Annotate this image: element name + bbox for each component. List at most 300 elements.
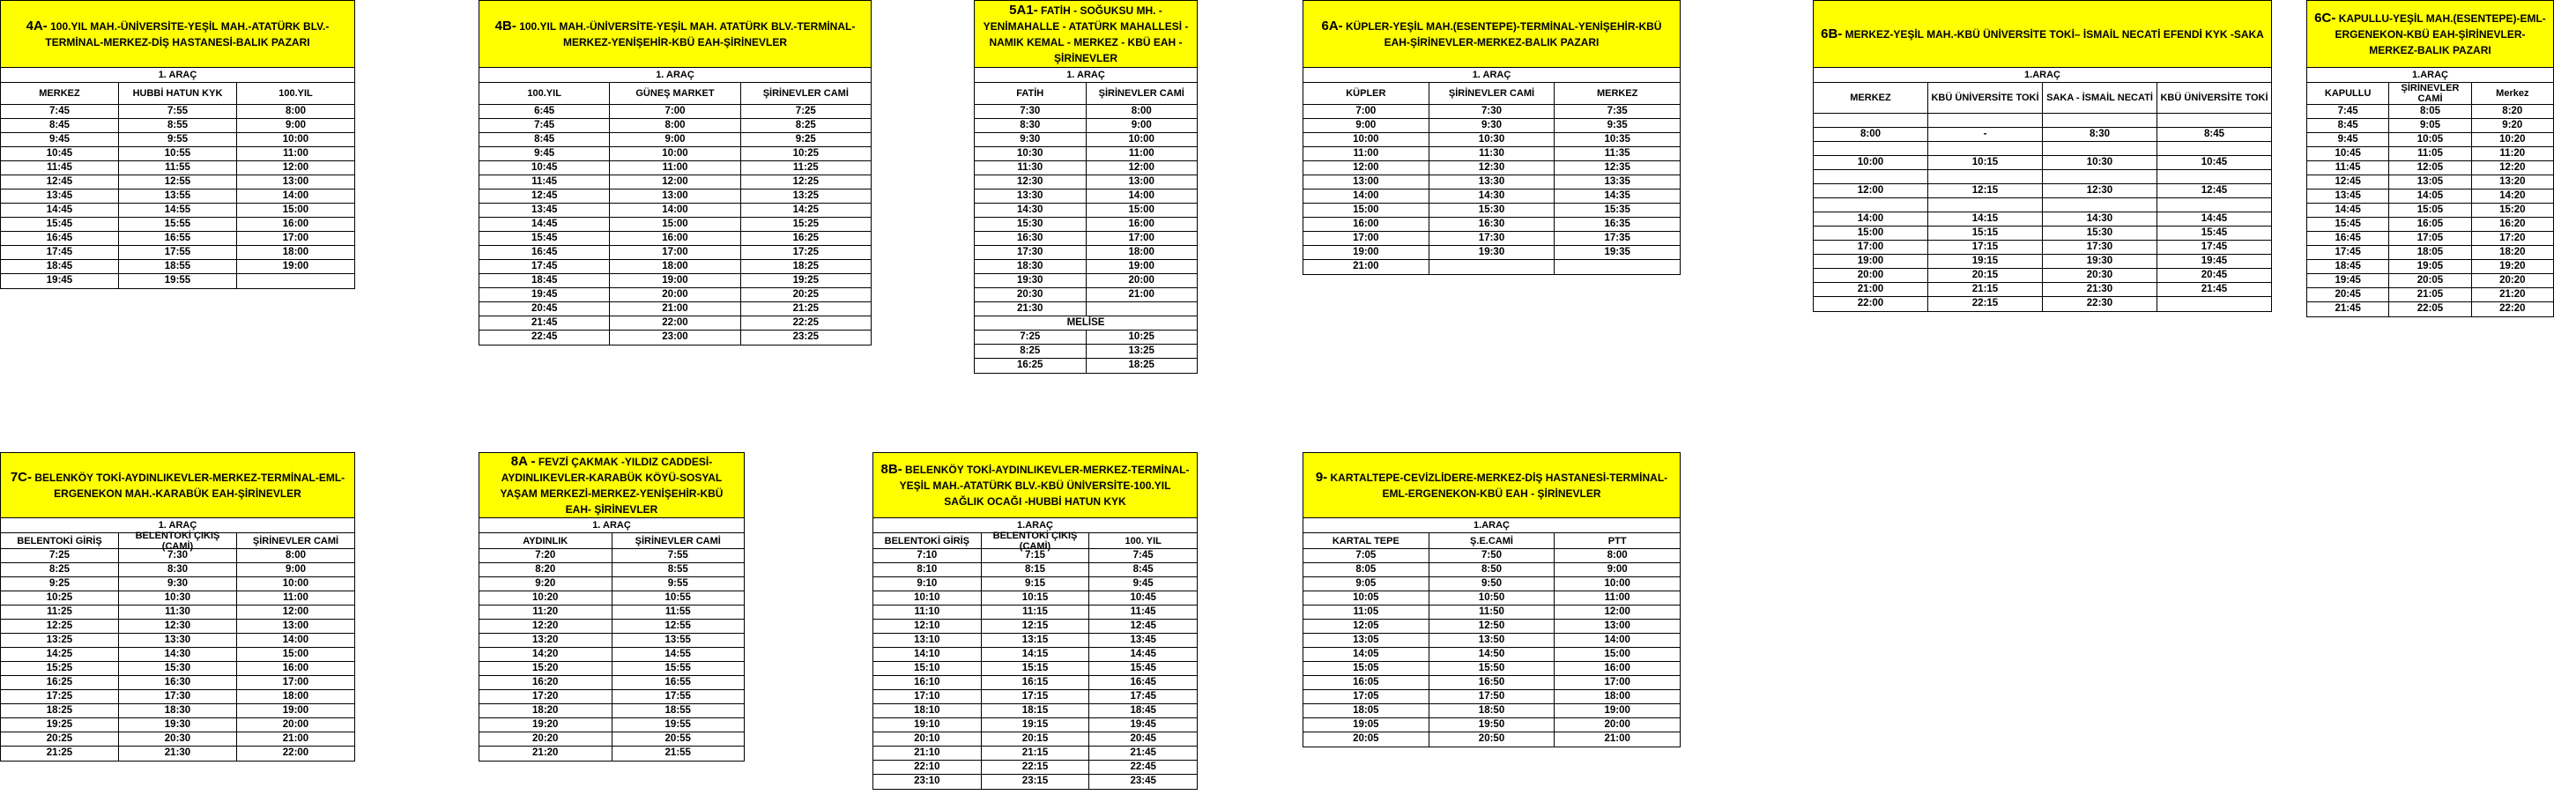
route-stops: FEVZİ ÇAKMAK -YILDIZ CADDESİ-AYDINLIKEVLER-KARABÜK KÖYÜ-SOSYAL YAŞAM MERKEZİ-MERKEZ-YENİŞEHİR-KBÜ EAH- ŞİRİNEVLER — [500, 455, 724, 516]
time-cell: 15:55 — [612, 662, 745, 675]
time-cell: 21:10 — [914, 747, 940, 758]
time-cell: 16:30 — [1429, 218, 1555, 231]
time-cell: 21:45 — [1088, 747, 1197, 760]
time-cell: 15:45 — [46, 219, 73, 229]
schedule-body — [873, 549, 1197, 789]
time-cell: 13:00 — [236, 175, 354, 189]
time-cell — [1086, 302, 1198, 316]
route-stops: BELENKÖY TOKİ-AYDINLIKEVLER-MERKEZ-TERMİNAL-EML-ERGENEKON MAH.-KARABÜK EAH-ŞİRİNEVLER — [34, 471, 345, 500]
schedule-row — [1, 747, 354, 761]
time-cell: 12:10 — [914, 620, 940, 631]
time-cell: 12:45 — [1088, 620, 1197, 633]
schedule-row — [1, 704, 354, 718]
time-cell: 19:00 — [236, 260, 354, 273]
time-cell: 19:45 — [531, 289, 558, 300]
time-cell: 19:00 — [1353, 247, 1379, 257]
schedule-row — [975, 345, 1197, 359]
route-stops: 100.YIL MAH.-ÜNİVERSİTE-YEŞİL MAH. ATATÜRK BLV.-TERMİNAL-MERKEZ-YENİŞEHİR-KBÜ EAH-ŞİRİNEVLER — [519, 19, 856, 48]
time-cell: 19:00 — [609, 274, 739, 287]
schedule-row — [975, 133, 1197, 147]
time-cell: 9:15 — [981, 577, 1089, 591]
schedule-row — [1303, 549, 1680, 563]
schedule-body — [479, 549, 744, 761]
time-cell: 16:30 — [1017, 233, 1043, 243]
time-cell: 9:00 — [1355, 120, 1377, 130]
vehicle-label: 1. ARAÇ — [479, 68, 871, 83]
vehicle-label: 1. ARAÇ — [479, 518, 744, 533]
time-cell: 20:10 — [914, 733, 940, 744]
time-cell: 11:30 — [118, 606, 236, 619]
route-header — [1814, 1, 2271, 68]
time-cell — [236, 274, 354, 288]
column-header: ŞİRİNEVLER CAMİ — [612, 533, 745, 548]
schedule-row — [479, 147, 871, 161]
time-cell: 16:45 — [531, 247, 558, 257]
schedule-row — [1814, 297, 2271, 311]
time-cell — [2157, 297, 2271, 311]
time-cell: 21:45 — [2157, 283, 2271, 296]
time-cell: 7:45 — [534, 120, 555, 130]
route-code: 5A1- — [1009, 2, 1038, 18]
time-cell: 13:30 — [1429, 175, 1555, 189]
time-cell: 13:00 — [1554, 620, 1680, 633]
schedule-row — [1, 606, 354, 620]
time-cell: 15:50 — [1429, 662, 1555, 675]
column-headers — [1, 83, 354, 105]
time-cell: 14:15 — [981, 648, 1089, 661]
time-cell: 13:15 — [981, 634, 1089, 647]
column-headers — [975, 83, 1197, 105]
time-cell: 19:15 — [981, 718, 1089, 732]
time-cell: 8:55 — [118, 119, 236, 132]
schedule-row — [1, 133, 354, 147]
time-cell: 9:20 — [535, 578, 556, 589]
time-cell: 18:45 — [531, 275, 558, 286]
time-cell: 23:10 — [914, 776, 940, 786]
time-cell: 20:20 — [532, 733, 559, 744]
time-cell — [1927, 170, 2042, 183]
time-cell: 12:35 — [1554, 161, 1680, 175]
schedule-row — [479, 218, 871, 232]
time-cell: 10:30 — [118, 591, 236, 605]
schedule-row — [873, 634, 1197, 648]
time-cell: 14:45 — [2335, 204, 2361, 215]
time-cell: 14:30 — [2042, 212, 2157, 226]
time-cell: 12:05 — [1353, 620, 1379, 631]
column-header: PTT — [1554, 533, 1680, 548]
time-cell: 11:00 — [236, 591, 354, 605]
time-cell: 14:55 — [612, 648, 745, 661]
time-cell: 21:30 — [2042, 283, 2157, 296]
schedule-row — [1303, 204, 1680, 218]
time-cell: 13:05 — [2388, 175, 2470, 189]
schedule-row — [1, 732, 354, 747]
time-cell: 12:50 — [1429, 620, 1555, 633]
route-stops: KÜPLER-YEŞİL MAH.(ESENTEPE)-TERMİNAL-YENİŞEHİR-KBÜ EAH-ŞİRİNEVLER-MERKEZ-BALIK PAZARI — [1346, 19, 1662, 48]
schedule-row — [975, 189, 1197, 204]
schedule-row — [975, 218, 1197, 232]
time-cell: 17:25 — [46, 691, 73, 702]
time-cell: 13:55 — [118, 189, 236, 203]
schedule-row — [1814, 212, 2271, 227]
schedule-body — [1, 105, 354, 288]
time-cell: 14:00 — [236, 634, 354, 647]
time-cell: 16:00 — [1086, 218, 1198, 231]
time-cell: 15:00 — [1353, 204, 1379, 215]
schedule-row — [479, 747, 744, 761]
column-header: MERKEZ — [1554, 83, 1680, 104]
time-cell: 13:20 — [532, 635, 559, 645]
time-cell: 10:25 — [46, 592, 73, 603]
time-cell: 19:30 — [1017, 275, 1043, 286]
time-cell — [2042, 170, 2157, 183]
column-header: SAKA - İSMAİL NECATİ — [2042, 83, 2157, 113]
time-cell: 11:45 — [531, 176, 558, 187]
time-cell: 9:50 — [1429, 577, 1555, 591]
schedule-row — [1303, 260, 1680, 274]
time-cell — [2042, 198, 2157, 212]
time-cell: 15:30 — [1429, 204, 1555, 217]
time-cell: 18:45 — [46, 261, 73, 271]
time-cell: 11:20 — [532, 606, 559, 617]
time-cell — [2157, 114, 2271, 127]
schedule-row — [1303, 718, 1680, 732]
time-cell: 17:20 — [2471, 232, 2553, 245]
time-cell: 10:20 — [2471, 133, 2553, 146]
time-cell — [2042, 142, 2157, 155]
time-cell: 20:05 — [2388, 274, 2470, 287]
time-cell: 12:00 — [1554, 606, 1680, 619]
schedule-row — [1814, 198, 2271, 212]
time-cell: 11:50 — [1429, 606, 1555, 619]
time-cell: 15:05 — [2388, 204, 2470, 217]
schedule-row — [1303, 147, 1680, 161]
time-cell: 14:45 — [1088, 648, 1197, 661]
time-cell: 20:05 — [1353, 733, 1379, 744]
time-cell: 12:30 — [1429, 161, 1555, 175]
time-cell: 19:50 — [1429, 718, 1555, 732]
time-cell: 14:05 — [2388, 189, 2470, 203]
time-cell: 16:55 — [612, 676, 745, 689]
schedule-row — [2307, 246, 2553, 260]
time-cell — [1927, 114, 2042, 127]
vehicle-label: 1.ARAÇ — [1303, 518, 1680, 533]
time-cell: 23:25 — [740, 331, 871, 345]
timetable-7c — [0, 452, 355, 762]
time-cell: 8:00 — [1554, 549, 1680, 562]
column-header: BELENTOKİ ÇIKIŞ (CAMİ) — [981, 533, 1089, 548]
time-cell: 10:00 — [1353, 134, 1379, 145]
timetable-6a — [1303, 0, 1681, 275]
time-cell: 11:45 — [2335, 162, 2361, 173]
time-cell: 17:00 — [1554, 676, 1680, 689]
time-cell: 18:00 — [1554, 690, 1680, 703]
column-headers — [1303, 533, 1680, 549]
time-cell: 9:30 — [118, 577, 236, 591]
time-cell: 19:05 — [1353, 719, 1379, 730]
time-cell: 15:30 — [118, 662, 236, 675]
time-cell: 9:10 — [917, 578, 938, 589]
schedule-row — [1, 690, 354, 704]
time-cell: 13:25 — [46, 635, 73, 645]
time-cell: 10:55 — [612, 591, 745, 605]
time-cell: 12:25 — [46, 620, 73, 631]
time-cell: 8:00 — [236, 105, 354, 118]
time-cell: 14:05 — [1353, 649, 1379, 659]
schedule-row — [873, 718, 1197, 732]
time-cell: 21:00 — [609, 302, 739, 316]
time-cell: 17:05 — [1353, 691, 1379, 702]
time-cell: 14:00 — [236, 189, 354, 203]
schedule-row — [1303, 662, 1680, 676]
time-cell: 20:00 — [1554, 718, 1680, 732]
time-cell: 18:55 — [612, 704, 745, 717]
schedule-row — [1303, 246, 1680, 260]
time-cell: 17:15 — [1927, 241, 2042, 254]
time-cell: 9:55 — [118, 133, 236, 146]
time-cell: 21:00 — [1857, 284, 1884, 294]
schedule-row — [873, 620, 1197, 634]
column-header: KBÜ ÜNİVERSİTE TOKİ — [1927, 83, 2042, 113]
schedule-row — [1303, 563, 1680, 577]
schedule-row — [1303, 119, 1680, 133]
column-header: ŞİRİNEVLER CAMİ — [1429, 83, 1555, 104]
time-cell: 14:00 — [609, 204, 739, 217]
time-cell: 18:30 — [1017, 261, 1043, 271]
schedule-row — [1, 718, 354, 732]
time-cell: 22:15 — [981, 761, 1089, 774]
time-cell: 17:00 — [1857, 241, 1884, 252]
time-cell: 14:00 — [1086, 189, 1198, 203]
column-header: KÜPLER — [1346, 88, 1386, 99]
time-cell: 14:30 — [1017, 204, 1043, 215]
time-cell: 7:20 — [535, 550, 556, 561]
schedule-row — [479, 316, 871, 331]
time-cell: 12:30 — [2042, 184, 2157, 197]
time-cell: 12:45 — [2157, 184, 2271, 197]
time-cell: 21:05 — [2388, 288, 2470, 301]
time-cell — [1814, 170, 1927, 183]
column-header: BELENTOKİ ÇIKIŞ (CAMİ) — [118, 533, 236, 548]
time-cell: 20:50 — [1429, 732, 1555, 747]
time-cell: 6:45 — [534, 106, 555, 116]
schedule-row — [1, 676, 354, 690]
time-cell: 19:45 — [46, 275, 73, 286]
time-cell: 14:00 — [1857, 213, 1884, 224]
time-cell: 11:00 — [236, 147, 354, 160]
time-cell: 14:50 — [1429, 648, 1555, 661]
time-cell: 17:00 — [236, 232, 354, 245]
schedule-row — [1, 260, 354, 274]
time-cell: 19:30 — [2042, 255, 2157, 268]
time-cell: 15:00 — [609, 218, 739, 231]
schedule-row — [1303, 232, 1680, 246]
time-cell: 7:05 — [1355, 550, 1377, 561]
time-cell: 11:55 — [612, 606, 745, 619]
time-cell — [2157, 170, 2271, 183]
time-cell: 22:00 — [236, 747, 354, 761]
time-cell: 9:05 — [1355, 578, 1377, 589]
schedule-row — [1, 246, 354, 260]
schedule-row — [2307, 204, 2553, 218]
time-cell: 15:30 — [2042, 227, 2157, 240]
column-header: 100.YIL — [236, 83, 354, 104]
time-cell: 15:20 — [532, 663, 559, 673]
time-cell: 21:30 — [118, 747, 236, 761]
time-cell: 18:05 — [1353, 705, 1379, 716]
time-cell: 19:00 — [1086, 260, 1198, 273]
time-cell: 7:45 — [48, 106, 71, 116]
column-header: 100. YIL — [1088, 533, 1197, 548]
time-cell: 22:45 — [1088, 761, 1197, 774]
sub-schedule-label: MELİSE — [1066, 317, 1105, 328]
time-cell: 8:20 — [2471, 105, 2553, 118]
schedule-row — [479, 119, 871, 133]
time-cell: 12:00 — [236, 161, 354, 175]
time-cell: 10:00 — [1857, 157, 1884, 167]
time-cell: 14:30 — [118, 648, 236, 661]
time-cell: 7:50 — [1429, 549, 1555, 562]
time-cell: 20:30 — [1017, 289, 1043, 300]
schedule-row — [975, 246, 1197, 260]
time-cell: 15:10 — [914, 663, 940, 673]
time-cell: 19:05 — [2388, 260, 2470, 273]
time-cell: 16:10 — [914, 677, 940, 687]
time-cell: 23:00 — [609, 331, 739, 345]
time-cell: 10:45 — [2335, 148, 2361, 159]
time-cell: 20:30 — [2042, 269, 2157, 282]
schedule-row — [873, 747, 1197, 761]
time-cell: 20:20 — [2471, 274, 2553, 287]
time-cell: 13:00 — [609, 189, 739, 203]
time-cell: 23:15 — [981, 775, 1089, 789]
column-header: KBÜ ÜNİVERSİTE TOKİ — [2157, 83, 2271, 113]
schedule-row — [873, 549, 1197, 563]
time-cell: 13:45 — [531, 204, 558, 215]
time-cell — [1554, 260, 1680, 274]
schedule-row — [2307, 189, 2553, 204]
vehicle-label: 1.ARAÇ — [1814, 68, 2271, 83]
time-cell: 16:00 — [1353, 219, 1379, 229]
time-cell: 14:35 — [1554, 189, 1680, 203]
column-header: ŞİRİNEVLER CAMİ — [1086, 83, 1198, 104]
time-cell: 16:35 — [1554, 218, 1680, 231]
time-cell: 8:10 — [917, 564, 938, 575]
schedule-row — [873, 676, 1197, 690]
time-cell: 12:30 — [118, 620, 236, 633]
time-cell: 22:45 — [531, 331, 558, 342]
time-cell: 12:00 — [609, 175, 739, 189]
time-cell: 15:00 — [1554, 648, 1680, 661]
schedule-row — [2307, 133, 2553, 147]
column-headers — [1, 530, 354, 552]
schedule-row — [873, 775, 1197, 789]
time-cell: 16:00 — [609, 232, 739, 245]
time-cell: 21:00 — [1554, 732, 1680, 747]
time-cell: 7:10 — [917, 550, 938, 561]
time-cell: 20:00 — [609, 288, 739, 301]
schedule-row — [975, 274, 1197, 288]
route-code: 8A - — [510, 453, 536, 469]
time-cell: 14:20 — [532, 649, 559, 659]
route-code: 6C- — [2314, 10, 2336, 26]
route-header — [479, 453, 744, 518]
route-header — [975, 1, 1197, 68]
time-cell: 17:45 — [2335, 247, 2361, 257]
time-cell: 16:45 — [2335, 233, 2361, 243]
schedule-row — [479, 732, 744, 747]
schedule-row — [1, 662, 354, 676]
time-cell: 10:45 — [1088, 591, 1197, 605]
time-cell: 8:25 — [48, 564, 71, 575]
column-headers — [873, 530, 1197, 552]
schedule-row — [479, 232, 871, 246]
schedule-row — [479, 331, 871, 345]
time-cell: 12:45 — [531, 190, 558, 201]
schedule-row — [479, 260, 871, 274]
time-cell: 10:30 — [2042, 156, 2157, 169]
time-cell: 9:25 — [740, 133, 871, 146]
time-cell: 15:25 — [46, 663, 73, 673]
time-cell: 9:45 — [48, 134, 71, 145]
time-cell: 11:10 — [914, 606, 940, 617]
column-header: BELENTOKİ GİRİŞ — [884, 535, 970, 546]
time-cell: 18:10 — [914, 705, 940, 716]
schedule-row — [479, 718, 744, 732]
timetable-8b — [872, 452, 1198, 790]
schedule-row — [2307, 218, 2553, 232]
time-cell: 17:05 — [2388, 232, 2470, 245]
time-cell: 12:30 — [1017, 176, 1043, 187]
schedule-row — [1303, 648, 1680, 662]
time-cell: 14:25 — [46, 649, 73, 659]
time-cell: 14:45 — [531, 219, 558, 229]
time-cell: 17:45 — [1088, 690, 1197, 703]
schedule-body — [1303, 549, 1680, 747]
time-cell: 18:00 — [236, 690, 354, 703]
time-cell: 18:30 — [118, 704, 236, 717]
time-cell: 7:30 — [1020, 106, 1041, 116]
time-cell: 7:45 — [1088, 549, 1197, 562]
time-cell: 11:45 — [1088, 606, 1197, 619]
column-headers — [1814, 83, 2271, 114]
schedule-row — [1814, 269, 2271, 283]
time-cell: 21:45 — [531, 317, 558, 328]
column-header: AYDINLIK — [523, 535, 568, 546]
time-cell: 13:05 — [1353, 635, 1379, 645]
route-header — [479, 1, 871, 68]
time-cell: 7:25 — [1020, 331, 1041, 342]
time-cell: 9:05 — [2388, 119, 2470, 132]
time-cell: 7:55 — [612, 549, 745, 562]
route-header — [2307, 1, 2553, 68]
time-cell: 12:20 — [532, 620, 559, 631]
column-header: GÜNEŞ MARKET — [609, 83, 739, 104]
time-cell — [1927, 142, 2042, 155]
time-cell: 12:00 — [1353, 162, 1379, 173]
time-cell: 15:00 — [1857, 227, 1884, 238]
time-cell: 22:10 — [914, 762, 940, 772]
time-cell: 18:45 — [2335, 261, 2361, 271]
time-cell: 19:35 — [1554, 246, 1680, 259]
time-cell: 18:00 — [236, 246, 354, 259]
schedule-row — [975, 302, 1197, 316]
column-header: MERKEZ — [1850, 93, 1891, 103]
time-cell: 11:30 — [1017, 162, 1043, 173]
schedule-body — [1814, 114, 2271, 311]
schedule-row — [1, 189, 354, 204]
time-cell: 9:00 — [1554, 563, 1680, 576]
